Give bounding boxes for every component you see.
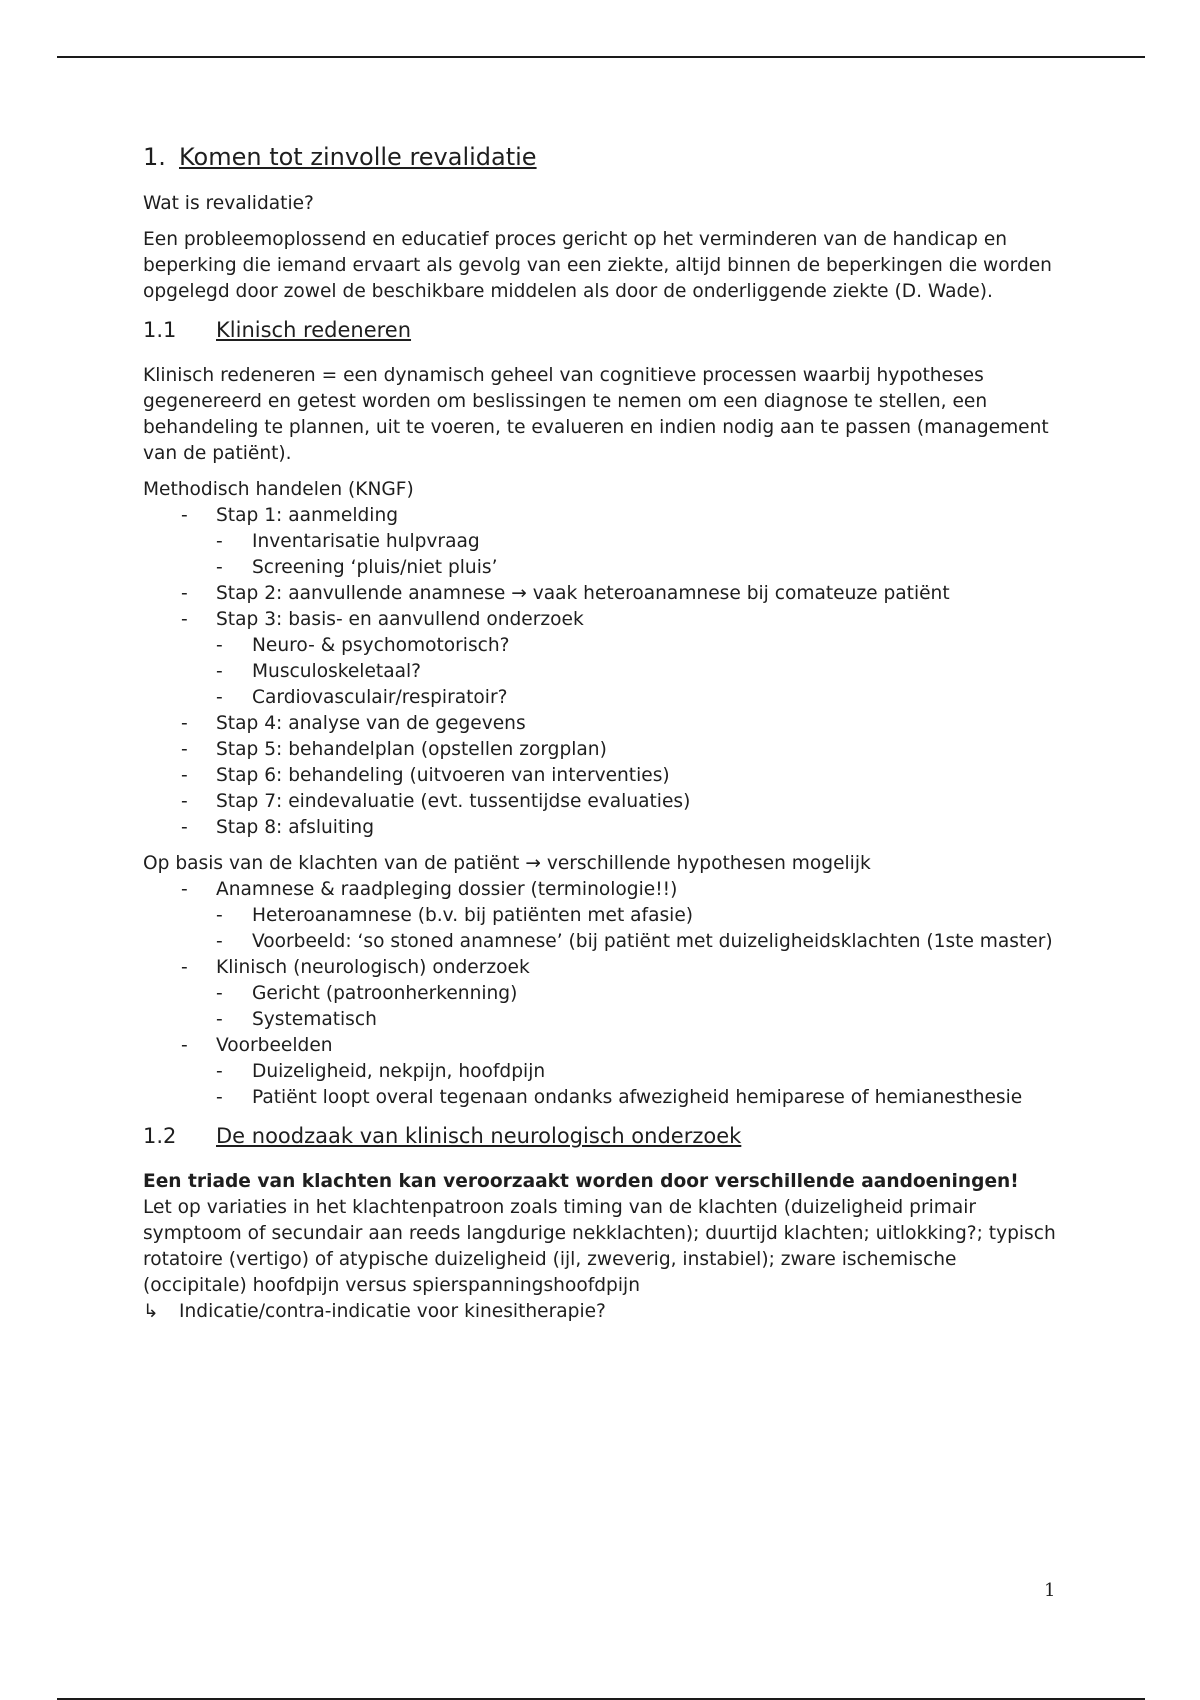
- list-item: - Klinisch (neurologisch) onderzoek - Gericht (patroonherkenning) - Systematisch: [143, 955, 1063, 1033]
- list-item: - Stap 1: aanmelding - Inventarisatie hulpvraag - Screening ‘pluis/niet pluis’: [143, 503, 1063, 581]
- section-1-2-title: De noodzaak van klinisch neurologisch onderzoek: [216, 1124, 742, 1148]
- hypothesen-list: [143, 877, 1063, 1111]
- list-item: - Anamnese & raadpleging dossier (terminologie!!) - Heteroanamnese (b.v. bij patiënten met afasie) - Voorbeeld: ‘so stoned anamnese’ (bij patiënt met duizeligheidsklachten (1ste master): [143, 877, 1063, 955]
- section-1-1-title: Klinisch redeneren: [216, 318, 412, 342]
- definition: Een probleemoplossend en educatief proces gericht op het verminderen van de handicap en beperking die iemand ervaart als gevolg van een ziekte, altijd binnen de beperkingen die worden opgelegd door zowel de beschikbare middelen als door de onderliggende ziekte (D. Wade).: [143, 229, 1052, 302]
- list-item: - Voorbeeld: ‘so stoned anamnese’ (bij patiënt met duizeligheidsklachten (1ste master): [216, 929, 1063, 955]
- list-item: - Inventarisatie hulpvraag: [216, 529, 1063, 555]
- section-1-title: Komen tot zinvolle revalidatie: [179, 143, 537, 171]
- list-item: - Stap 5: behandelplan (opstellen zorgplan): [143, 737, 1063, 763]
- list-item: - Stap 3: basis- en aanvullend onderzoek - Neuro- & psychomotorisch? - Musculoskeletaal? - Cardiovasculair/respiratoir?: [143, 607, 1063, 711]
- indicatie-line: [143, 1299, 1063, 1325]
- section-1-1-number: 1.1: [143, 318, 177, 342]
- document-body: [143, 140, 1063, 1325]
- list-item: - Stap 2: aanvullende anamnese → vaak heteroanamnese bij comateuze patiënt: [143, 581, 1063, 607]
- section-1-number: 1.: [143, 143, 166, 171]
- klinisch-definition: Klinisch redeneren = een dynamisch geheel van cognitieve processen waarbij hypotheses gegenereerd en getest worden om beslissingen te nemen om een diagnose te stellen, een behandeling te plannen, uit te voeren, te evalueren en indien nodig aan te passen (management van de patiënt).: [143, 365, 1049, 464]
- list-item: - Musculoskeletaal?: [216, 659, 1063, 685]
- list-item: - Voorbeelden - Duizeligheid, nekpijn, hoofdpijn - Patiënt loopt overal tegenaan ondanks afwezigheid hemiparese of hemianesthesie: [143, 1033, 1063, 1111]
- list-item: - Heteroanamnese (b.v. bij patiënten met afasie): [216, 903, 1063, 929]
- section-1-2-heading: [143, 1121, 1063, 1151]
- return-arrow-icon: ↳: [143, 1301, 159, 1322]
- section-1-2-number: 1.2: [143, 1124, 177, 1148]
- list-item: - Stap 4: analyse van de gegevens: [143, 711, 1063, 737]
- list-item: - Stap 8: afsluiting: [143, 815, 1063, 841]
- header-rule: [57, 56, 1145, 58]
- section-1-1-heading: [143, 315, 1063, 345]
- triade-heading: Een triade van klachten kan veroorzaakt worden door verschillende aandoeningen!: [143, 1171, 1019, 1192]
- list-item: - Gericht (patroonherkenning): [216, 981, 1063, 1007]
- list-item: - Systematisch: [216, 1007, 1063, 1033]
- list-item: - Patiënt loopt overal tegenaan ondanks afwezigheid hemiparese of hemianesthesie: [216, 1085, 1063, 1111]
- methodisch-list: [143, 503, 1063, 841]
- list-item: - Stap 7: eindevaluatie (evt. tussentijdse evaluaties): [143, 789, 1063, 815]
- question: Wat is revalidatie?: [143, 193, 314, 214]
- hypothesen-intro: Op basis van de klachten van de patiënt → verschillende hypothesen mogelijk: [143, 853, 871, 874]
- page-number: 1: [1044, 1580, 1056, 1601]
- list-item: - Screening ‘pluis/niet pluis’: [216, 555, 1063, 581]
- section-1-heading: [143, 140, 1063, 174]
- methodisch-intro: Methodisch handelen (KNGF): [143, 479, 414, 500]
- list-item: - Duizeligheid, nekpijn, hoofdpijn: [216, 1059, 1063, 1085]
- list-item: - Neuro- & psychomotorisch?: [216, 633, 1063, 659]
- indicatie-text: Indicatie/contra-indicatie voor kinesitherapie?: [179, 1301, 606, 1322]
- list-item: - Cardiovasculair/respiratoir?: [216, 685, 1063, 711]
- triade-text: Let op variaties in het klachtenpatroon zoals timing van de klachten (duizeligheid primair symptoom of secundair aan reeds langdurige nekklachten); duurtijd klachten; uitlokking?; typisch rotatoire (vertigo) of atypische duizeligheid (ijl, zweverig, instabiel); zware ischemische (occipitale) hoofdpijn versus spierspanningshoofdpijn: [143, 1197, 1056, 1296]
- list-item: - Stap 6: behandeling (uitvoeren van interventies): [143, 763, 1063, 789]
